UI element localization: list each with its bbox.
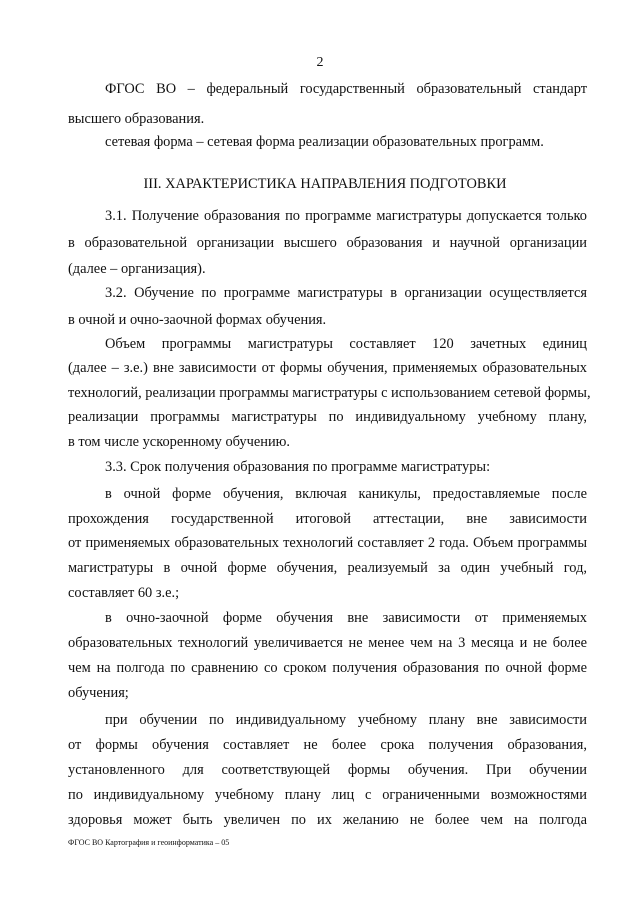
text-line: высшего образования.: [68, 111, 205, 127]
text-line: (далее – з.е.) вне зависимости от формы обучения, применяемых образовательных: [68, 360, 587, 376]
text-line: по индивидуальному учебному плану лиц с ограниченными возможностями: [68, 787, 587, 803]
text-line: магистратуры в очной форме обучения, реализуемый за один учебный год,: [68, 560, 587, 576]
text-line: (далее – организация).: [68, 261, 206, 277]
text-line: при обучении по индивидуальному учебному плану вне зависимости: [105, 712, 587, 728]
text-line: в образовательной организации высшего образования и научной организации: [68, 235, 587, 251]
text-line: в очной и очно-заочной формах обучения.: [68, 312, 327, 328]
footer-note: ФГОС ВО Картография и геоинформатика – 05: [68, 838, 230, 847]
text-line: в том числе ускоренному обучению.: [68, 434, 290, 450]
text-line: составляет 60 з.е.;: [68, 585, 180, 601]
text-line: в очно-заочной форме обучения вне зависимости от применяемых: [105, 610, 587, 626]
text-line: 3.3. Срок получения образования по программе магистратуры:: [105, 459, 491, 475]
text-line: ФГОС ВО – федеральный государственный образовательный стандарт: [105, 81, 587, 97]
text-line: обучения;: [68, 685, 129, 701]
text-line: сетевая форма – сетевая форма реализации образовательных программ.: [105, 134, 544, 150]
page-number: 2: [316, 55, 324, 70]
text-line: 3.2. Обучение по программе магистратуры в организации осуществляется: [105, 285, 587, 301]
text-line: технологий, реализации программы магистратуры с использованием сетевой формы,: [68, 385, 591, 401]
text-line: прохождения государственной итоговой аттестации, вне зависимости: [68, 511, 587, 527]
section-heading: III. ХАРАКТЕРИСТИКА НАПРАВЛЕНИЯ ПОДГОТОВКИ: [143, 176, 507, 192]
text-line: образовательных технологий увеличивается не менее чем на 3 месяца и не более: [68, 635, 587, 651]
text-line: 3.1. Получение образования по программе магистратуры допускается только: [105, 208, 587, 224]
text-line: чем на полгода по сравнению со сроком получения образования по очной форме: [68, 660, 587, 676]
text-line: от применяемых образовательных технологий составляет 2 года. Объем программы: [68, 535, 587, 551]
text-line: здоровья может быть увеличен по их желанию не более чем на полгода: [68, 812, 587, 828]
text-line: Объем программы магистратуры составляет 120 зачетных единиц: [105, 336, 587, 352]
text-line: от формы обучения составляет не более срока получения образования,: [68, 737, 587, 753]
text-line: в очной форме обучения, включая каникулы, предоставляемые после: [105, 486, 587, 502]
text-line: установленного для соответствующей формы обучения. При обучении: [68, 762, 587, 778]
text-line: реализации программы магистратуры по индивидуальному учебному плану,: [68, 409, 587, 425]
